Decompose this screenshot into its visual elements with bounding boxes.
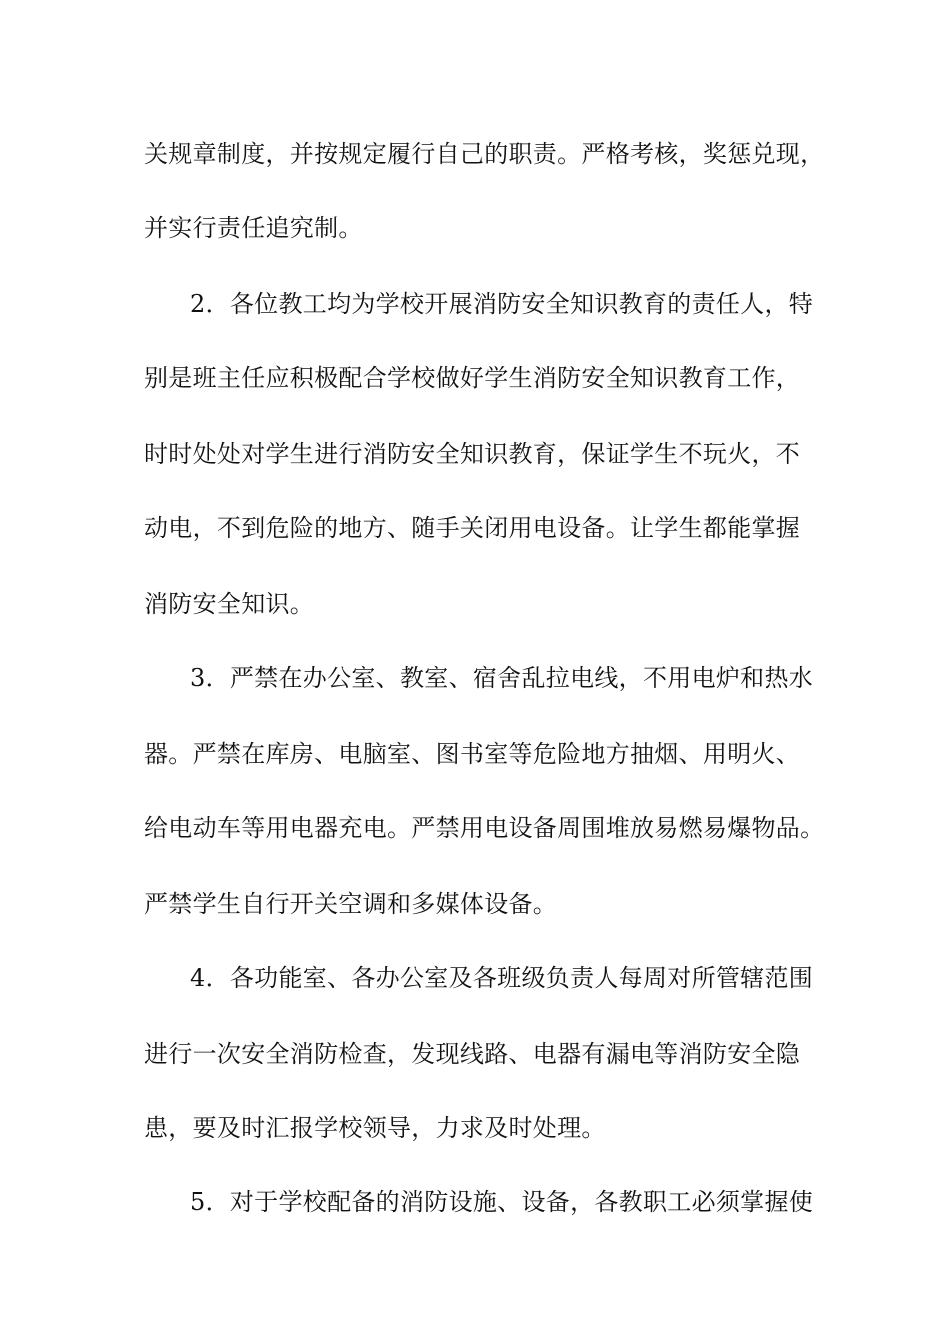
text-line: 时时处处对学生进行消防安全知识教育，保证学生不玩火，不 <box>144 440 801 468</box>
text-line: 并实行责任追究制。 <box>144 214 363 242</box>
text-line: 给电动车等用电器充电。严禁用电设备周围堆放易燃易爆物品。 <box>144 814 825 842</box>
text-line: 严禁学生自行开关空调和多媒体设备。 <box>144 890 558 918</box>
paragraph-5-start: 5．对于学校配备的消防设施、设备，各教职工必须掌握使 <box>190 1188 814 1216</box>
text-line: 进行一次安全消防检查，发现线路、电器有漏电等消防安全隐 <box>144 1040 801 1068</box>
paragraph-2-start: 2．各位教工均为学校开展消防安全知识教育的责任人，特 <box>190 290 814 318</box>
text-line: 消防安全知识。 <box>144 590 315 618</box>
paragraph-3-start: 3．严禁在办公室、教室、宿舍乱拉电线，不用电炉和热水 <box>190 664 814 692</box>
text-line: 患，要及时汇报学校领导，力求及时处理。 <box>144 1114 606 1142</box>
text-line: 器。严禁在库房、电脑室、图书室等危险地方抽烟、用明火、 <box>144 740 801 768</box>
text-line: 别是班主任应积极配合学校做好学生消防安全知识教育工作， <box>144 364 801 392</box>
text-line: 动电，不到危险的地方、随手关闭用电设备。让学生都能掌握 <box>144 514 801 542</box>
text-line: 关规章制度，并按规定履行自己的职责。严格考核，奖惩兑现， <box>144 140 825 168</box>
paragraph-4-start: 4．各功能室、各办公室及各班级负责人每周对所管辖范围 <box>190 964 814 992</box>
